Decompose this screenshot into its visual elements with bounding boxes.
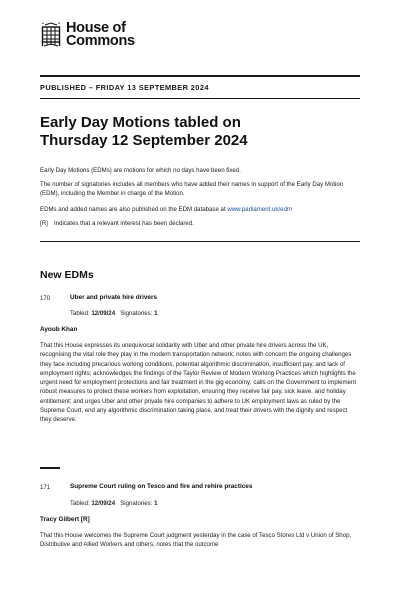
intro-paragraph-2: The number of signatories includes all members who have added their names in support of the Early Day Motion (EDM), including the Member in charge of the Motion. [40,181,344,197]
signatories-label: Signatories: [120,310,153,317]
edm-number: 170 [40,295,51,302]
page-title-line-2: Thursday 12 September 2024 [40,132,248,149]
edm-tabled-line [70,500,157,507]
tabled-label: Tabled: [70,500,90,507]
edm-tabled-line [70,310,157,317]
interest-tag: [R] [40,220,48,227]
logo-line-1: House of [66,20,126,36]
logo-line-2: Commons [66,33,135,49]
edm-member: Ayoub Khan [40,326,78,333]
intro-database-text: EDMs and added names are also published on the EDM database at [40,206,228,213]
intro-paragraph-1: Early Day Motions (EDMs) are motions for which no days have been fixed. [40,167,241,174]
tabled-date: 12/09/24 [91,310,116,317]
intro-paragraph-3 [40,205,360,214]
edm-number: 171 [40,484,51,491]
edm-member: Tracy Gilbert [R] [40,516,90,523]
document-page [40,0,360,600]
signatories-count: 1 [154,310,158,317]
section-heading: New EDMs [40,269,94,281]
tabled-label: Tabled: [70,310,90,317]
page-title-line-1: Early Day Motions tabled on [40,114,241,131]
edm-title: Supreme Court ruling on Tesco and fire and rehire practices [70,483,253,490]
published-date: PUBLISHED – FRIDAY 13 SEPTEMBER 2024 [40,83,209,92]
edm-title: Uber and private hire drivers [70,294,158,301]
interest-tag-explanation: Indicates that a relevant interest has been declared. [54,220,194,227]
house-of-commons-logo [40,22,135,48]
signatories-label: Signatories: [120,500,153,507]
intro-paragraph-4 [40,219,360,228]
edm-separator [40,467,60,469]
edm-text: That this House welcomes the Supreme Court judgment yesterday in the case of Tesco Stores Ltd v Union of Shop, Distributive and Allied Workers and others; notes that the outcome [40,532,352,549]
portcullis-icon [40,22,62,48]
edm-database-link[interactable]: www.parliament.uk/edm [227,206,293,213]
tabled-date: 12/09/24 [91,500,116,507]
signatories-count: 1 [154,500,158,507]
page-title [40,114,360,150]
header-rule-top [40,75,360,77]
edm-text: That this House expresses its unequivocal solidarity with Uber and other private hire drivers across the UK, recognising the vital role they play in the modern transportation network; notes with concern the ongoing challenges they face including precarious working conditions, potential algorithmic discrimination, insufficient pay, and lack of employment rights; acknowledges the findings of the Taylor Review of Modern Working Practices which highlights the urgent need for employment protections and fair treatment in the gig economy; calls on the Government to implement robust measures to protect these workers from exploitation, ensuring they receive fair pay, sick leave, and holiday entitlement; and urges Uber and other private hire companies to adhere to UK employment laws as ruled by the Supreme Court, end any algorithmic discrimination taking place, and treat their drivers with the dignity and respect they deserve. [40,342,357,424]
intro-rule [40,241,360,242]
header-rule-bottom [40,98,360,99]
